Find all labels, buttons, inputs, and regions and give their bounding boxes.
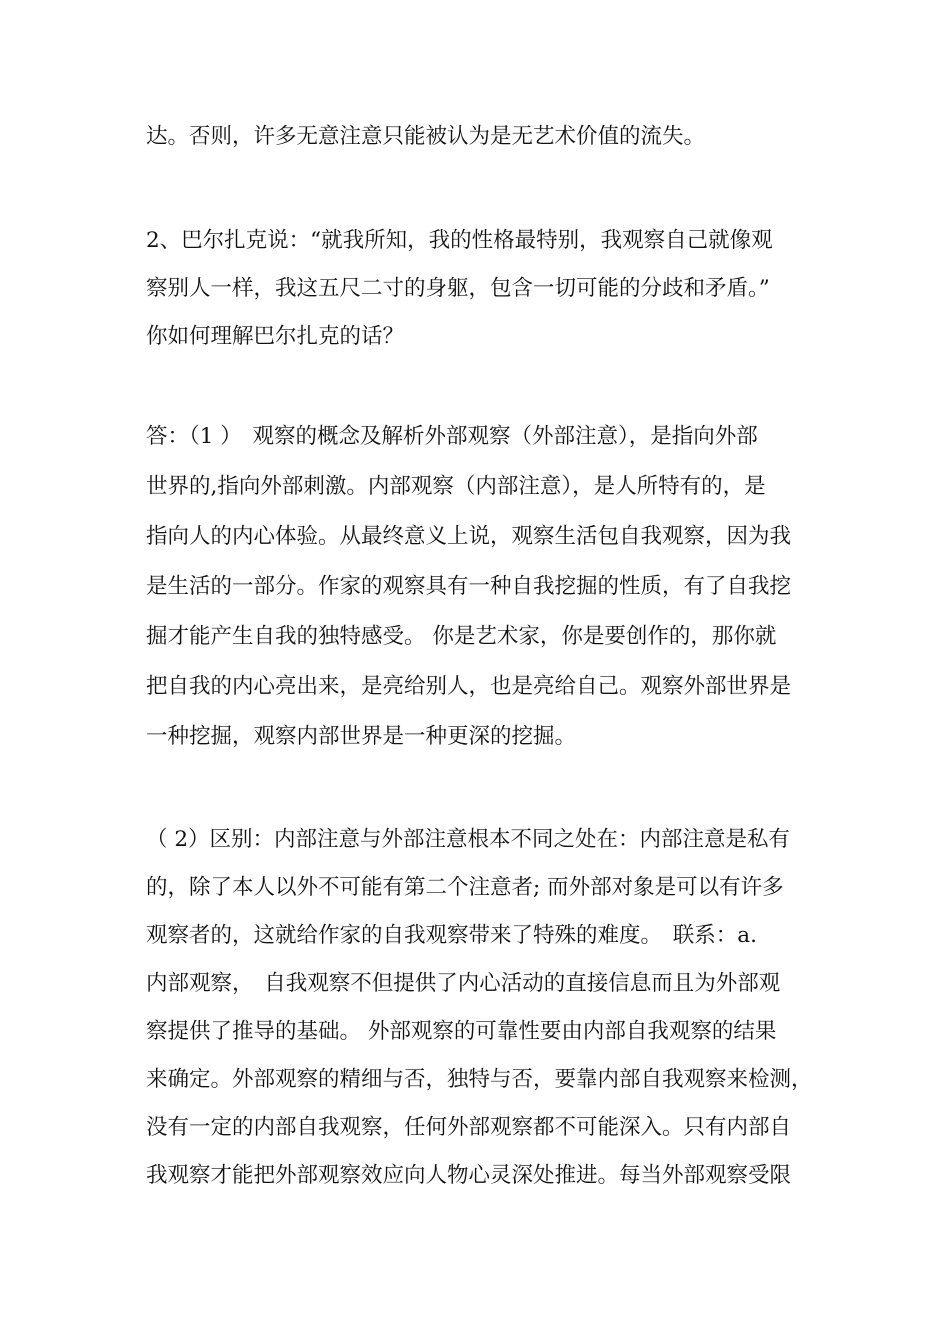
text-line: 世界的,指向外部刺激。内部观察（内部注意），是人所特有的，是 (146, 474, 766, 499)
text-line: 我观察才能把外部观察效应向人物心灵深处推进。每当外部观察受限 (146, 1163, 792, 1188)
text-line: 达。否则，许多无意注意只能被认为是无艺术价值的流失。 (146, 124, 706, 149)
text-line: （ 2）区别：内部注意与外部注意根本不同之处在：内部注意是私有 (146, 827, 791, 852)
text-line: 来确定。外部观察的精细与否，独特与否，要靠内部自我观察来检测， (146, 1067, 813, 1092)
text-line: 2、巴尔扎克说：“就我所知，我的性格最特别，我观察自己就像观 (146, 228, 773, 253)
text-line: 内部观察， 自我观察不但提供了内心活动的直接信息而且为外部观 (146, 971, 781, 996)
text-line: 没有一定的内部自我观察，任何外部观察都不可能深入。只有内部自 (146, 1115, 792, 1140)
text-line: 察别人一样，我这五尺二寸的身躯，包含一切可能的分歧和矛盾。” (146, 276, 770, 301)
text-line: 一种挖掘，观察内部世界是一种更深的挖掘。 (146, 724, 577, 749)
text-line: 观察者的，这就给作家的自我观察带来了特殊的难度。 联系：a. (146, 923, 757, 948)
text-line: 你如何理解巴尔扎克的话？ (146, 324, 405, 349)
text-line: 掘才能产生自我的独特感受。 你是艺术家，你是要创作的，那你就 (146, 624, 777, 649)
text-line: 答：（1 ） 观察的概念及解析外部观察（外部注意），是指向外部 (146, 424, 758, 449)
text-line: 指向人的内心体验。从最终意义上说，观察生活包自我观察，因为我 (146, 524, 792, 549)
text-line: 是生活的一部分。作家的观察具有一种自我挖掘的性质，有了自我挖 (146, 574, 792, 599)
text-line: 的，除了本人以外不可能有第二个注意者; 而外部对象是可以有许多 (146, 875, 784, 900)
text-line: 把自我的内心亮出来，是亮给别人，也是亮给自己。观察外部世界是 (146, 674, 792, 699)
text-line: 察提供了推导的基础。 外部观察的可靠性要由内部自我观察的结果 (146, 1019, 777, 1044)
